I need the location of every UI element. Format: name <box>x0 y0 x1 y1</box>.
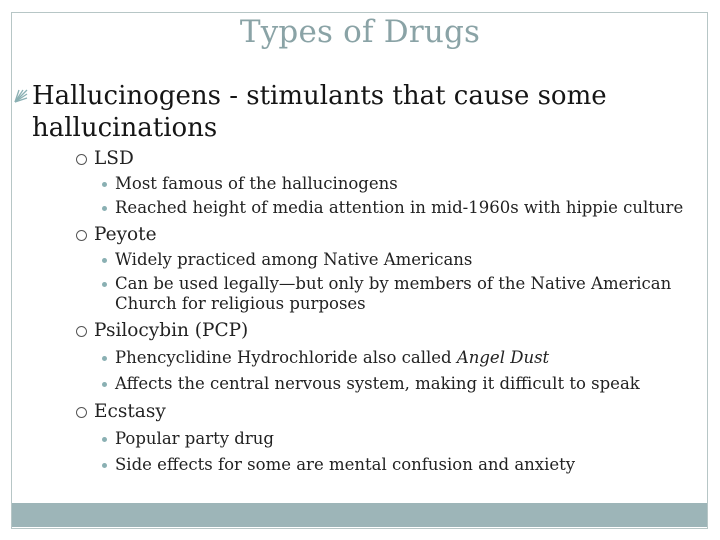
circle-bullet-icon <box>76 154 87 165</box>
drug-fact: Widely practiced among Native Americans <box>102 250 702 270</box>
slide-footer-band <box>12 503 707 527</box>
drug-name: Psilocybin (PCP) <box>94 320 249 341</box>
drug-fact: Popular party drug <box>102 429 702 449</box>
drug-name: LSD <box>94 148 134 169</box>
fan-bullet-icon <box>14 89 28 103</box>
drug-fact: Side effects for some are mental confusion and anxiety <box>102 455 702 475</box>
circle-bullet-icon <box>76 326 87 337</box>
main-bullet-text: Hallucinogens - stimulants that cause some hallucinations <box>32 81 607 143</box>
emphasis-term: Angel Dust <box>456 348 550 367</box>
dot-bullet-icon <box>102 463 107 468</box>
circle-bullet-icon <box>76 230 87 241</box>
drug-fact: Phencyclidine Hydrochloride also called Angel Dust <box>102 348 702 368</box>
main-bullet <box>14 80 704 144</box>
slide-title: Types of Drugs <box>239 14 481 50</box>
dot-bullet-icon <box>102 437 107 442</box>
dot-bullet-icon <box>102 258 107 263</box>
dot-bullet-icon <box>102 182 107 187</box>
drug-name: Ecstasy <box>94 401 166 422</box>
drug-name: Peyote <box>94 224 157 245</box>
dot-bullet-icon <box>102 382 107 387</box>
drug-fact: Reached height of media attention in mid-1960s with hippie culture <box>102 198 702 218</box>
drug-fact: Affects the central nervous system, making it difficult to speak <box>102 374 702 394</box>
dot-bullet-icon <box>102 206 107 211</box>
drug-fact: Can be used legally—but only by members of the Native American Church for religious purposes <box>102 274 702 314</box>
circle-bullet-icon <box>76 407 87 418</box>
dot-bullet-icon <box>102 282 107 287</box>
drug-fact: Most famous of the hallucinogens <box>102 174 702 194</box>
dot-bullet-icon <box>102 356 107 361</box>
